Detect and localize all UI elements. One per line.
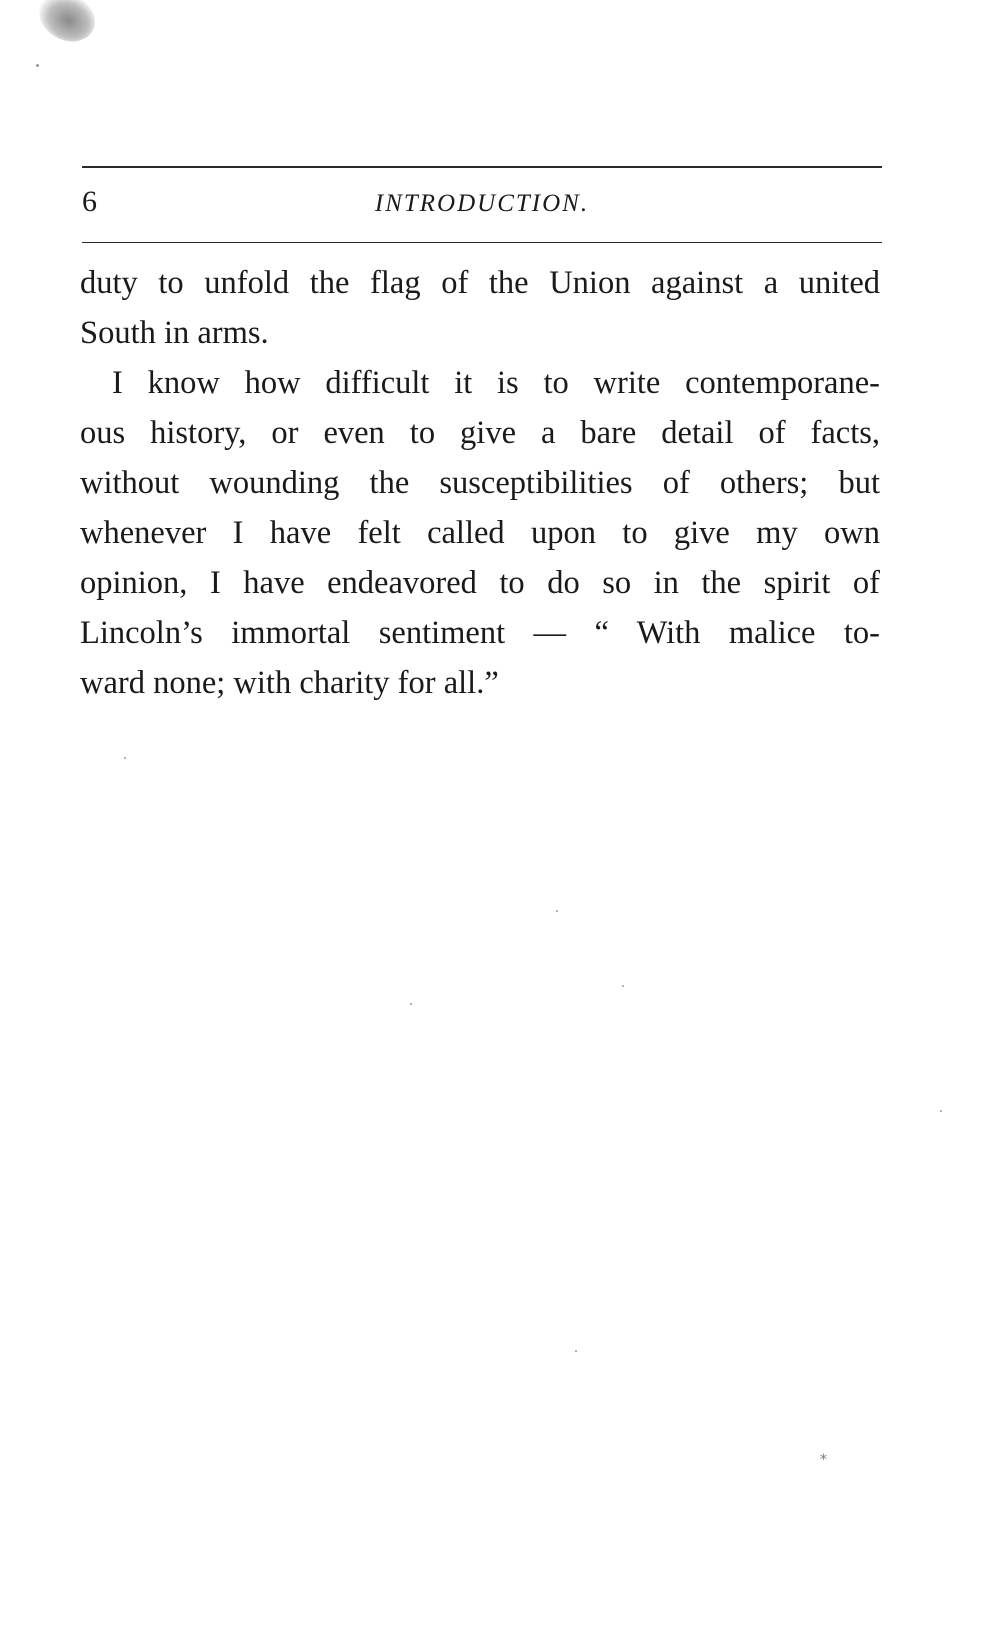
text-line: Lincoln’s immortal sentiment — “ With malice to- — [80, 615, 880, 651]
text-line: without wounding the susceptibilities of others; but — [80, 465, 880, 501]
page-number: 6 — [82, 185, 97, 218]
text-line: ous history, or even to give a bare detail of facts, — [80, 415, 880, 451]
text-line: South in arms. — [80, 315, 269, 351]
running-head — [82, 178, 882, 228]
text-line: opinion, I have endeavored to do so in the spirit of — [80, 565, 880, 601]
speck-mark: * — [820, 1452, 827, 1468]
paper-speck — [124, 757, 126, 759]
paper-speck — [940, 1110, 942, 1112]
text-line: I know how difficult it is to write contemporane- — [112, 365, 880, 401]
scan-smudge — [31, 0, 104, 51]
text-line: whenever I have felt called upon to give my own — [80, 515, 880, 551]
paper-speck — [410, 1003, 412, 1005]
paper-speck — [622, 985, 624, 987]
body-text — [80, 258, 880, 708]
paragraph-1 — [80, 258, 880, 358]
header-rule-bottom — [82, 242, 882, 243]
text-line: duty to unfold the flag of the Union against a united — [80, 265, 880, 301]
paragraph-2 — [80, 358, 880, 708]
header-rule-top — [82, 166, 882, 168]
paper-speck — [575, 1350, 577, 1352]
text-line: ward none; with charity for all.” — [80, 665, 499, 701]
running-title: INTRODUCTION. — [374, 190, 590, 217]
paper-speck — [36, 64, 39, 67]
paper-speck — [556, 910, 558, 912]
